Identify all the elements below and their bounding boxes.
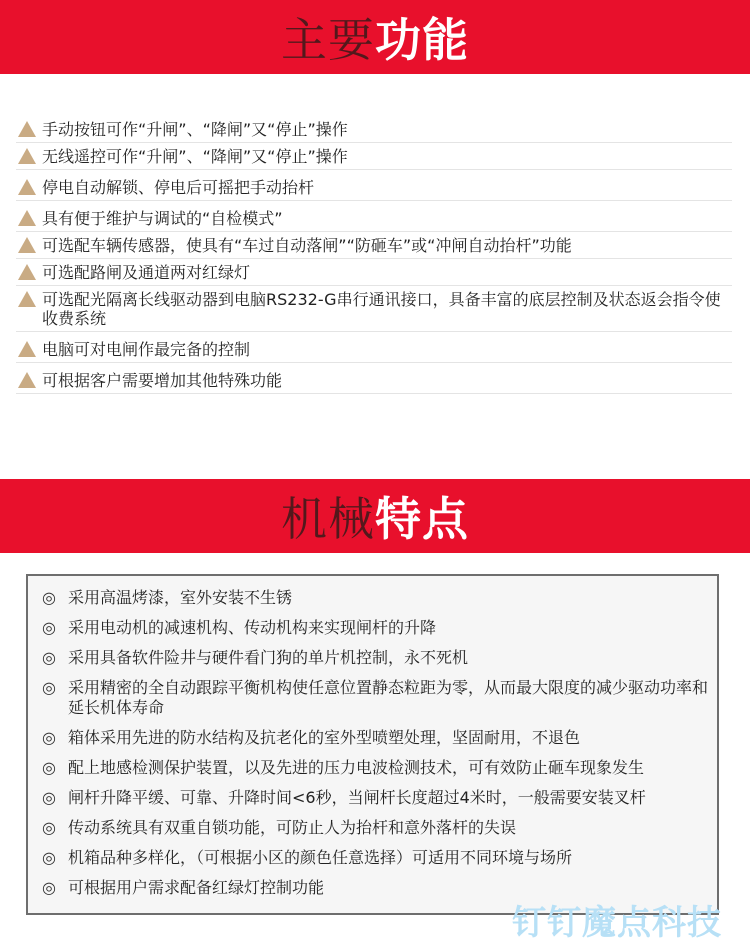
- mechanical-item: ◎ 传动系统具有双重自锁功能，可防止人为抬杆和意外落杆的失误: [42, 818, 517, 837]
- double-circle-bullet-icon: ◎: [42, 848, 56, 867]
- double-circle-bullet-icon: ◎: [42, 818, 56, 837]
- mechanical-title-bold: 特点: [375, 492, 469, 546]
- double-circle-bullet-icon: ◎: [42, 878, 56, 897]
- triangle-bullet-icon: [18, 372, 36, 388]
- triangle-bullet-icon: [18, 210, 36, 226]
- double-circle-bullet-icon: ◎: [42, 588, 56, 607]
- double-circle-bullet-icon: ◎: [42, 758, 56, 777]
- mechanical-title-light: 机械: [281, 492, 375, 546]
- mechanical-features-box: [26, 574, 719, 915]
- features-list: [16, 116, 732, 394]
- mechanical-item: ◎ 闸杆升降平缓、可靠、升降时间<6秒，当闸杆长度超过4米时，一般需要安装叉杆: [42, 788, 646, 807]
- mechanical-item: ◎ 箱体采用先进的防水结构及抗老化的室外型喷塑处理，坚固耐用，不退色: [42, 728, 581, 747]
- feature-item: 手动按钮可作“升闸”、“降闸”又“停止”操作: [16, 116, 732, 143]
- triangle-bullet-icon: [18, 291, 36, 307]
- feature-item: 电脑可对电闸作最完备的控制: [16, 332, 732, 363]
- mechanical-item: ◎ 采用精密的全自动跟踪平衡机构使任意位置静态粒距为零，从而最大限度的减少驱动功率和延长机体寿命: [42, 678, 709, 717]
- double-circle-bullet-icon: ◎: [42, 728, 56, 747]
- mechanical-item: ◎ 机箱品种多样化，（可根据小区的颜色任意选择）可适用不同环境与场所: [42, 848, 573, 867]
- double-circle-bullet-icon: ◎: [42, 648, 56, 667]
- feature-item: 停电自动解锁、停电后可摇把手动抬杆: [16, 170, 732, 201]
- triangle-bullet-icon: [18, 341, 36, 357]
- mechanical-features-list: [42, 588, 710, 908]
- feature-item: 可根据客户需要增加其他特殊功能: [16, 363, 732, 394]
- feature-item: 具有便于维护与调试的“自检模式”: [16, 201, 732, 232]
- double-circle-bullet-icon: ◎: [42, 678, 56, 697]
- feature-item: 无线遥控可作“升闸”、“降闸”又“停止”操作: [16, 143, 732, 170]
- functions-banner: [0, 0, 750, 74]
- double-circle-bullet-icon: ◎: [42, 788, 56, 807]
- watermark: 钉钉魔点科技: [512, 903, 722, 943]
- feature-item: 可选配光隔离长线驱动器到电脑RS232-G串行通讯接口，具备丰富的底层控制及状态返会指令使收费系统: [16, 286, 732, 332]
- mechanical-item: ◎ 可根据用户需求配备红绿灯控制功能: [42, 878, 325, 897]
- functions-title-bold: 功能: [375, 13, 469, 67]
- triangle-bullet-icon: [18, 121, 36, 137]
- triangle-bullet-icon: [18, 264, 36, 280]
- feature-item: 可选配车辆传感器，使具有“车过自动落闸”“防砸车”或“冲闸自动抬杆”功能: [16, 232, 732, 259]
- mechanical-item: ◎ 采用电动机的减速机构、传动机构来实现闸杆的升降: [42, 618, 437, 637]
- feature-item: 可选配路闸及通道两对红绿灯: [16, 259, 732, 286]
- functions-title-light: 主要: [281, 13, 375, 67]
- triangle-bullet-icon: [18, 179, 36, 195]
- triangle-bullet-icon: [18, 237, 36, 253]
- mechanical-item: ◎ 采用具备软件险井与硬件看门狗的单片机控制，永不死机: [42, 648, 469, 667]
- mechanical-banner: [0, 479, 750, 553]
- mechanical-item: ◎ 采用高温烤漆，室外安装不生锈: [42, 588, 293, 607]
- triangle-bullet-icon: [18, 148, 36, 164]
- mechanical-item: ◎ 配上地感检测保护装置，以及先进的压力电波检测技术，可有效防止砸车现象发生: [42, 758, 645, 777]
- double-circle-bullet-icon: ◎: [42, 618, 56, 637]
